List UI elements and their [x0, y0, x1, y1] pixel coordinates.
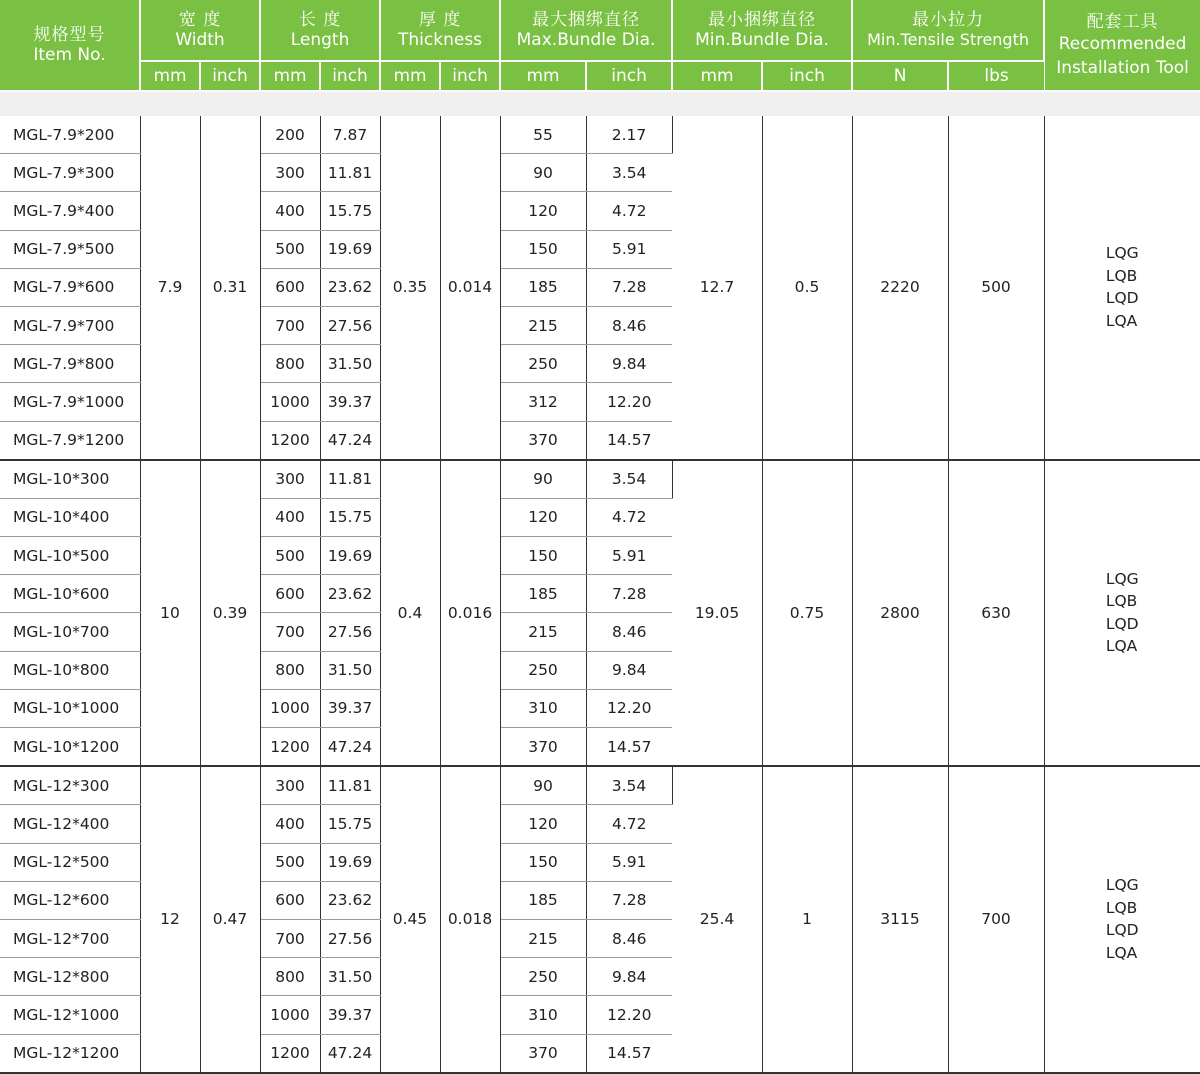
- unit-min-inch: inch: [762, 61, 852, 91]
- tensile-lbs-cell: 700: [948, 766, 1044, 1073]
- item-no-cell: MGL-12*500: [0, 843, 140, 881]
- length-inch-cell: 31.50: [320, 958, 380, 996]
- length-inch-cell: 27.56: [320, 613, 380, 651]
- length-mm-cell: 500: [260, 230, 320, 268]
- item-no-cell: MGL-12*800: [0, 958, 140, 996]
- tool-code: LQD: [1105, 614, 1139, 633]
- max-bundle-inch-cell: 12.20: [586, 996, 672, 1034]
- tool-code: LQD: [1105, 921, 1139, 940]
- max-bundle-inch-cell: 5.91: [586, 230, 672, 268]
- header-length: [260, 0, 380, 61]
- item-no-cell: MGL-10*500: [0, 537, 140, 575]
- length-inch-cell: 15.75: [320, 192, 380, 230]
- header-max-bundle: [500, 0, 672, 61]
- item-no-cell: MGL-7.9*400: [0, 192, 140, 230]
- length-inch-cell: 19.69: [320, 537, 380, 575]
- width-mm-cell: 7.9: [140, 116, 200, 460]
- max-bundle-inch-cell: 7.28: [586, 268, 672, 306]
- thickness-mm-cell: 0.45: [380, 766, 440, 1073]
- tool-list: [1106, 568, 1139, 658]
- length-inch-cell: 19.69: [320, 843, 380, 881]
- max-bundle-mm-cell: 150: [500, 843, 586, 881]
- tool-code: LQB: [1105, 898, 1138, 917]
- unit-width-inch: inch: [200, 61, 260, 91]
- item-no-cell: MGL-10*1000: [0, 689, 140, 727]
- max-bundle-inch-cell: 14.57: [586, 1034, 672, 1073]
- length-inch-cell: 39.37: [320, 689, 380, 727]
- max-bundle-inch-cell: 7.28: [586, 575, 672, 613]
- item-no-cell: MGL-12*300: [0, 766, 140, 805]
- header-thickness: [380, 0, 500, 61]
- max-bundle-mm-cell: 185: [500, 268, 586, 306]
- length-mm-cell: 600: [260, 881, 320, 919]
- item-no-cell: MGL-12*400: [0, 805, 140, 843]
- length-inch-cell: 39.37: [320, 383, 380, 421]
- tool-code: LQA: [1105, 311, 1138, 330]
- item-no-cell: MGL-10*400: [0, 498, 140, 536]
- max-bundle-mm-cell: 310: [500, 996, 586, 1034]
- tool-code: LQG: [1105, 569, 1139, 588]
- tool-code: LQD: [1105, 289, 1139, 308]
- length-mm-cell: 500: [260, 843, 320, 881]
- item-no-cell: MGL-10*1200: [0, 728, 140, 767]
- item-no-cell: MGL-7.9*600: [0, 268, 140, 306]
- length-mm-cell: 700: [260, 919, 320, 957]
- max-bundle-mm-cell: 310: [500, 689, 586, 727]
- tool-code: LQB: [1105, 266, 1138, 285]
- length-mm-cell: 400: [260, 192, 320, 230]
- max-bundle-inch-cell: 9.84: [586, 651, 672, 689]
- tools-cell: [1044, 116, 1200, 460]
- max-bundle-mm-cell: 150: [500, 230, 586, 268]
- header-min-bundle-en: Min.Bundle Dia.: [695, 29, 829, 50]
- unit-thickness-mm: mm: [380, 61, 440, 91]
- thickness-inch-cell: 0.014: [440, 116, 500, 460]
- max-bundle-mm-cell: 215: [500, 613, 586, 651]
- max-bundle-inch-cell: 14.57: [586, 421, 672, 460]
- tensile-n-cell: 3115: [852, 766, 948, 1073]
- max-bundle-mm-cell: 215: [500, 919, 586, 957]
- item-no-cell: MGL-7.9*200: [0, 116, 140, 154]
- min-bundle-inch-cell: 1: [762, 766, 852, 1073]
- max-bundle-mm-cell: 250: [500, 345, 586, 383]
- header-tool-zh: 配套工具: [1086, 11, 1159, 32]
- header-item-en: Item No.: [33, 44, 106, 65]
- table-row: [0, 766, 1200, 805]
- length-mm-cell: 500: [260, 537, 320, 575]
- item-no-cell: MGL-10*700: [0, 613, 140, 651]
- tool-list: [1106, 242, 1139, 332]
- item-no-cell: MGL-7.9*1200: [0, 421, 140, 460]
- length-mm-cell: 1000: [260, 383, 320, 421]
- unit-length-mm: mm: [260, 61, 320, 91]
- header-item-no: [0, 0, 140, 91]
- header-thickness-en: Thickness: [398, 29, 483, 50]
- max-bundle-mm-cell: 90: [500, 154, 586, 192]
- unit-tensile-lbs: lbs: [948, 61, 1044, 91]
- max-bundle-mm-cell: 90: [500, 460, 586, 499]
- length-mm-cell: 300: [260, 766, 320, 805]
- max-bundle-inch-cell: 4.72: [586, 192, 672, 230]
- width-mm-cell: 12: [140, 766, 200, 1073]
- max-bundle-mm-cell: 250: [500, 958, 586, 996]
- length-inch-cell: 15.75: [320, 805, 380, 843]
- max-bundle-inch-cell: 5.91: [586, 843, 672, 881]
- length-mm-cell: 1200: [260, 1034, 320, 1073]
- header-tensile-en: Min.Tensile Strength: [867, 29, 1029, 49]
- length-inch-cell: 23.62: [320, 575, 380, 613]
- max-bundle-mm-cell: 370: [500, 1034, 586, 1073]
- max-bundle-inch-cell: 9.84: [586, 345, 672, 383]
- header-min-bundle: [672, 0, 852, 61]
- length-inch-cell: 7.87: [320, 116, 380, 154]
- length-mm-cell: 600: [260, 268, 320, 306]
- max-bundle-inch-cell: 8.46: [586, 613, 672, 651]
- header-width-zh: 宽 度: [178, 9, 222, 30]
- header-tool-en1: Recommended: [1058, 33, 1187, 54]
- max-bundle-inch-cell: 4.72: [586, 498, 672, 536]
- length-mm-cell: 1000: [260, 996, 320, 1034]
- length-mm-cell: 600: [260, 575, 320, 613]
- item-no-cell: MGL-12*1000: [0, 996, 140, 1034]
- unit-tensile-n: N: [852, 61, 948, 91]
- item-no-cell: MGL-7.9*300: [0, 154, 140, 192]
- min-bundle-mm-cell: 12.7: [672, 116, 762, 460]
- length-inch-cell: 47.24: [320, 728, 380, 767]
- length-inch-cell: 47.24: [320, 1034, 380, 1073]
- tools-cell: [1044, 460, 1200, 767]
- max-bundle-mm-cell: 312: [500, 383, 586, 421]
- header-thickness-zh: 厚 度: [418, 9, 462, 30]
- length-mm-cell: 1000: [260, 689, 320, 727]
- table-header: [0, 0, 1200, 92]
- unit-max-inch: inch: [586, 61, 672, 91]
- max-bundle-mm-cell: 150: [500, 537, 586, 575]
- max-bundle-inch-cell: 4.72: [586, 805, 672, 843]
- unit-max-mm: mm: [500, 61, 586, 91]
- tensile-lbs-cell: 630: [948, 460, 1044, 767]
- header-tool-en2: Installation Tool: [1056, 57, 1189, 78]
- length-inch-cell: 27.56: [320, 306, 380, 344]
- max-bundle-mm-cell: 185: [500, 881, 586, 919]
- header-length-zh: 长 度: [298, 9, 342, 30]
- length-inch-cell: 15.75: [320, 498, 380, 536]
- max-bundle-mm-cell: 250: [500, 651, 586, 689]
- table-row: [0, 460, 1200, 499]
- length-inch-cell: 19.69: [320, 230, 380, 268]
- length-inch-cell: 39.37: [320, 996, 380, 1034]
- length-mm-cell: 800: [260, 345, 320, 383]
- header-max-bundle-zh: 最大捆绑直径: [532, 9, 641, 30]
- item-no-cell: MGL-12*700: [0, 919, 140, 957]
- thickness-mm-cell: 0.35: [380, 116, 440, 460]
- length-mm-cell: 700: [260, 306, 320, 344]
- length-inch-cell: 11.81: [320, 766, 380, 805]
- length-mm-cell: 400: [260, 498, 320, 536]
- max-bundle-mm-cell: 120: [500, 805, 586, 843]
- min-bundle-inch-cell: 0.75: [762, 460, 852, 767]
- length-mm-cell: 800: [260, 651, 320, 689]
- header-tool: [1044, 0, 1200, 91]
- item-no-cell: MGL-10*300: [0, 460, 140, 499]
- length-mm-cell: 1200: [260, 728, 320, 767]
- spec-table-body: [0, 116, 1200, 1074]
- unit-length-inch: inch: [320, 61, 380, 91]
- width-inch-cell: 0.39: [200, 460, 260, 767]
- max-bundle-mm-cell: 185: [500, 575, 586, 613]
- length-mm-cell: 300: [260, 154, 320, 192]
- separator-band: [0, 92, 1200, 116]
- length-inch-cell: 23.62: [320, 268, 380, 306]
- max-bundle-mm-cell: 215: [500, 306, 586, 344]
- header-length-en: Length: [290, 29, 350, 50]
- thickness-inch-cell: 0.018: [440, 766, 500, 1073]
- length-inch-cell: 11.81: [320, 154, 380, 192]
- min-bundle-inch-cell: 0.5: [762, 116, 852, 460]
- tool-list: [1106, 874, 1139, 964]
- max-bundle-mm-cell: 370: [500, 728, 586, 767]
- tool-code: LQG: [1105, 876, 1139, 895]
- item-no-cell: MGL-12*1200: [0, 1034, 140, 1073]
- unit-thickness-inch: inch: [440, 61, 500, 91]
- length-mm-cell: 700: [260, 613, 320, 651]
- header-tensile-zh: 最小拉力: [912, 9, 985, 30]
- item-no-cell: MGL-10*800: [0, 651, 140, 689]
- max-bundle-inch-cell: 7.28: [586, 881, 672, 919]
- item-no-cell: MGL-12*600: [0, 881, 140, 919]
- tensile-lbs-cell: 500: [948, 116, 1044, 460]
- max-bundle-inch-cell: 12.20: [586, 689, 672, 727]
- max-bundle-inch-cell: 8.46: [586, 919, 672, 957]
- max-bundle-mm-cell: 370: [500, 421, 586, 460]
- max-bundle-inch-cell: 2.17: [586, 116, 672, 154]
- tool-code: LQB: [1105, 592, 1138, 611]
- width-inch-cell: 0.47: [200, 766, 260, 1073]
- max-bundle-inch-cell: 3.54: [586, 460, 672, 499]
- max-bundle-mm-cell: 120: [500, 192, 586, 230]
- tensile-n-cell: 2220: [852, 116, 948, 460]
- length-inch-cell: 47.24: [320, 421, 380, 460]
- header-width-en: Width: [175, 29, 225, 50]
- max-bundle-inch-cell: 3.54: [586, 766, 672, 805]
- length-inch-cell: 27.56: [320, 919, 380, 957]
- tool-code: LQA: [1105, 637, 1138, 656]
- length-inch-cell: 31.50: [320, 345, 380, 383]
- max-bundle-mm-cell: 55: [500, 116, 586, 154]
- min-bundle-mm-cell: 25.4: [672, 766, 762, 1073]
- unit-min-mm: mm: [672, 61, 762, 91]
- min-bundle-mm-cell: 19.05: [672, 460, 762, 767]
- length-mm-cell: 400: [260, 805, 320, 843]
- header-tensile: [852, 0, 1044, 61]
- thickness-mm-cell: 0.4: [380, 460, 440, 767]
- length-inch-cell: 23.62: [320, 881, 380, 919]
- max-bundle-mm-cell: 120: [500, 498, 586, 536]
- length-mm-cell: 200: [260, 116, 320, 154]
- item-no-cell: MGL-7.9*1000: [0, 383, 140, 421]
- tool-code: LQA: [1105, 943, 1138, 962]
- length-inch-cell: 11.81: [320, 460, 380, 499]
- length-inch-cell: 31.50: [320, 651, 380, 689]
- header-item-zh: 规格型号: [33, 24, 106, 45]
- length-mm-cell: 800: [260, 958, 320, 996]
- width-inch-cell: 0.31: [200, 116, 260, 460]
- tools-cell: [1044, 766, 1200, 1073]
- thickness-inch-cell: 0.016: [440, 460, 500, 767]
- header-max-bundle-en: Max.Bundle Dia.: [516, 29, 656, 50]
- max-bundle-inch-cell: 3.54: [586, 154, 672, 192]
- unit-width-mm: mm: [140, 61, 200, 91]
- length-mm-cell: 1200: [260, 421, 320, 460]
- max-bundle-inch-cell: 8.46: [586, 306, 672, 344]
- header-width: [140, 0, 260, 61]
- length-mm-cell: 300: [260, 460, 320, 499]
- header-min-bundle-zh: 最小捆绑直径: [708, 9, 817, 30]
- max-bundle-inch-cell: 5.91: [586, 537, 672, 575]
- item-no-cell: MGL-10*600: [0, 575, 140, 613]
- width-mm-cell: 10: [140, 460, 200, 767]
- max-bundle-inch-cell: 9.84: [586, 958, 672, 996]
- max-bundle-inch-cell: 12.20: [586, 383, 672, 421]
- item-no-cell: MGL-7.9*500: [0, 230, 140, 268]
- tensile-n-cell: 2800: [852, 460, 948, 767]
- max-bundle-mm-cell: 90: [500, 766, 586, 805]
- table-row: [0, 116, 1200, 154]
- item-no-cell: MGL-7.9*700: [0, 306, 140, 344]
- item-no-cell: MGL-7.9*800: [0, 345, 140, 383]
- max-bundle-inch-cell: 14.57: [586, 728, 672, 767]
- tool-code: LQG: [1105, 244, 1139, 263]
